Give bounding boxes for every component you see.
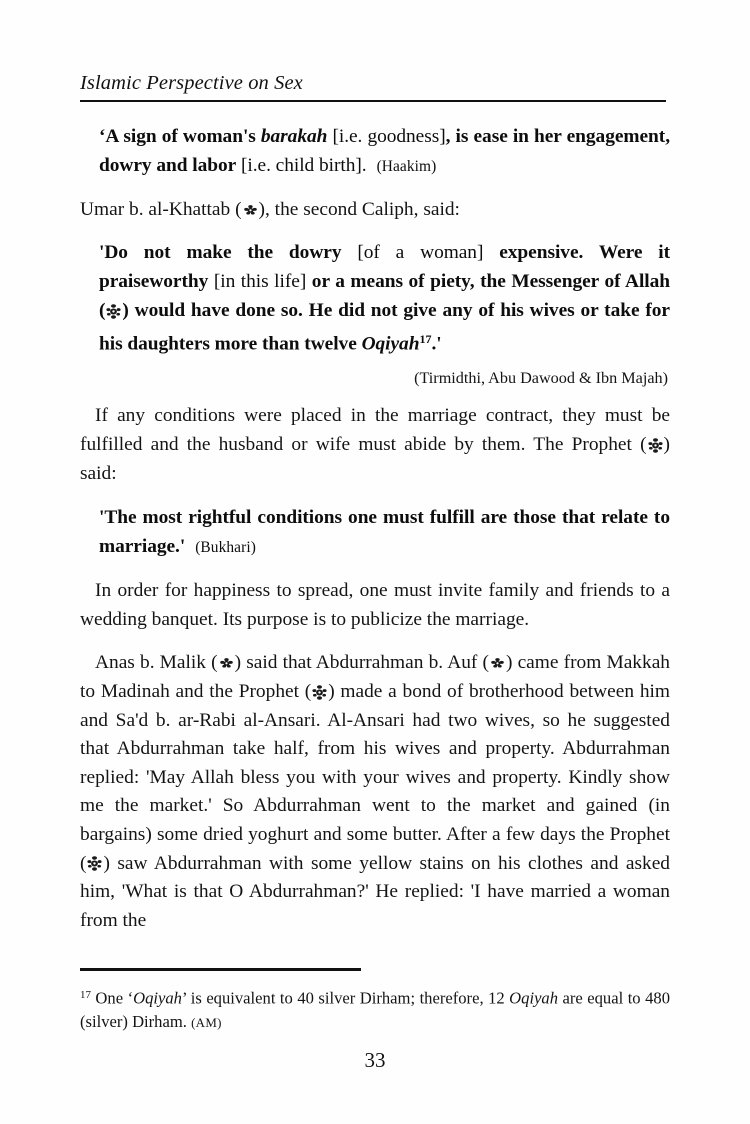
source-haakim: (Haakim) — [376, 157, 437, 175]
paragraph-anas-narration — [80, 649, 670, 935]
footnote-term-oqiyah-2: Oqiyah — [509, 988, 559, 1008]
dowry-gloss-1: [of a woman] — [341, 242, 500, 264]
conditions-quote-text: 'The most rightful conditions one must fulfill are those that relate to marriage.' — [99, 507, 670, 558]
umar-intro-pre: Umar b. al-Khattab ( — [80, 198, 242, 220]
footnote-17 — [80, 983, 670, 1035]
blockquote-conditions — [80, 503, 670, 562]
conditions-post: ) said: — [80, 434, 670, 484]
sallallahu-alayhi-wasallam-ornament-icon — [647, 437, 664, 454]
paragraph-wedding-banquet: In order for happiness to spread, one must invite family and friends to a wedding banquet. Its purpose is to publicize the marriage. — [80, 580, 670, 630]
quote-segment-ease: , is ease in her engagement, dowry and labor — [99, 125, 670, 176]
anas-seg-4: ) made a bond of brotherhood between him and Sa'd b. ar-Rabi al-Ansari. Al-Ansari had two wives, so he suggested that Abdurrahman take half, from his wives and property. Abdurrahman replied: 'May Allah bless you with your wives and property. Kindly show me the market.' So Abdurrahman went to the market and gained (in bargains) some dried yoghurt and some butter. After a few days the Prophet ( — [80, 680, 670, 874]
footnote-text-1: One ‘ — [90, 988, 134, 1008]
dowry-term-oqiyah: Oqiyah — [361, 333, 420, 355]
umar-intro-post: ), the second Caliph, said: — [258, 198, 460, 220]
running-head: Islamic Perspective on Sex — [80, 72, 303, 94]
quote-segment-open: ‘A sign of woman's — [99, 125, 261, 147]
footnote-text-3: are equal to 480 (silver) Dirham. — [80, 988, 670, 1032]
anas-seg-2: ) said that Abdurrahman b. Auf ( — [234, 652, 489, 674]
page-number: 33 — [364, 1048, 386, 1072]
source-tirmidthi-abudawood-ibnmajah: (Tirmidthi, Abu Dawood & Ibn Majah) — [414, 369, 668, 388]
sallallahu-alayhi-wasallam-ornament-icon — [105, 303, 122, 320]
dowry-gloss-2: [in this life] — [208, 271, 312, 293]
quote-gloss-childbirth: [i.e. child birth]. — [236, 154, 367, 176]
dowry-bold-4: ) would have done so. He did not give any of his wives or take for his daughters more than twelve — [99, 300, 670, 355]
blockquote-barakah — [80, 122, 670, 181]
anas-seg-3: ) came from Makkah to Madinah and the Prophet ( — [80, 652, 670, 702]
footnote-term-oqiyah-1: Oqiyah — [133, 988, 182, 1008]
anas-seg-5: ) saw Abdurrahman with some yellow stains on his clothes and asked him, 'What is that O Abdurrahman?' He replied: 'I have married a woman from the — [80, 852, 670, 931]
dowry-bold-2: expensive. Were it praiseworthy — [99, 242, 671, 293]
footnote-initials: (AM) — [191, 1015, 222, 1031]
sallallahu-alayhi-wasallam-ornament-icon — [86, 855, 103, 872]
footnote-separator-rule — [80, 968, 361, 971]
quote-gloss-goodness: [i.e. goodness] — [327, 125, 446, 147]
radiyallahu-anhu-ornament-icon — [489, 656, 506, 671]
footnote-marker-17[interactable]: 17 — [419, 332, 432, 347]
quote-term-barakah: barakah — [260, 125, 328, 147]
paragraph-umar-intro — [80, 196, 670, 225]
paragraph-marriage-conditions — [80, 402, 670, 488]
anas-seg-1: Anas b. Malik ( — [95, 652, 218, 674]
dowry-bold-3: or a means of piety, the Messenger of Allah ( — [99, 271, 670, 322]
radiyallahu-anhu-ornament-icon — [218, 656, 235, 671]
dowry-bold-1: 'Do not make the dowry — [99, 242, 342, 264]
sallallahu-alayhi-wasallam-ornament-icon — [311, 684, 328, 701]
footnote-number: 17 — [80, 989, 91, 1001]
running-head-rule — [80, 100, 666, 102]
footnote-text-2: ’ is equivalent to 40 silver Dirham; therefore, 12 — [181, 988, 510, 1008]
source-bukhari: (Bukhari) — [195, 539, 256, 557]
footnote-area — [80, 968, 670, 1035]
radiyallahu-anhu-ornament-icon — [242, 203, 259, 218]
conditions-pre: If any conditions were placed in the marriage contract, they must be fulfilled and the husband or wife must abide by them. The Prophet ( — [80, 405, 670, 455]
dowry-bold-5: .' — [431, 333, 442, 355]
page-text-column — [80, 72, 670, 935]
blockquote-dowry — [80, 238, 670, 358]
